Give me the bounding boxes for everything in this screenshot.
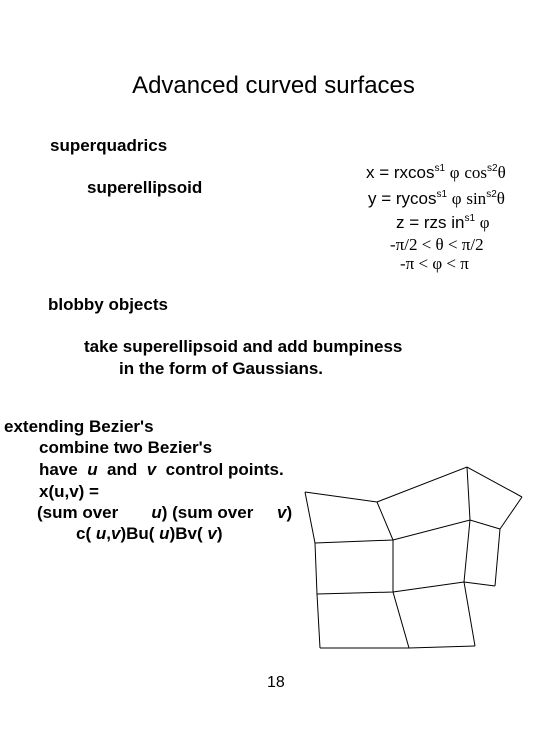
equation-y-lhs: y = rycos (368, 189, 437, 208)
bezier-line-3: x(u,v) = (39, 482, 99, 501)
bezier-line-1: combine two Bezier's (39, 438, 213, 457)
close-paren: ) (286, 503, 293, 522)
var-u: u (87, 460, 98, 479)
var-v: v (207, 524, 217, 543)
theta-range: -π/2 < θ < π/2 (390, 235, 484, 254)
sin-function: sin (466, 189, 487, 208)
text-have: have (39, 460, 78, 479)
text-control-points: control points. (165, 460, 284, 479)
exponent: s2 (486, 189, 497, 200)
var-u: u (151, 503, 162, 522)
page-number: 18 (267, 674, 285, 691)
sum-over-label: (sum over (37, 503, 119, 522)
mesh-row-line (320, 646, 475, 648)
exponent: s1 (464, 213, 476, 224)
close-paren: ) (216, 524, 223, 543)
equation-x-lhs: x = rxcos (366, 163, 435, 182)
sum-over-label: ) (sum over (161, 503, 254, 522)
phi-symbol: φ (479, 213, 490, 232)
var-u: u (95, 524, 107, 543)
equation-z-lhs: z = rzs in (396, 213, 465, 232)
mesh-column-line (377, 502, 409, 648)
mesh-column-line (305, 492, 320, 648)
c-open: c( (76, 524, 92, 543)
bv-label: )Bv( (169, 524, 203, 543)
bu-label: )Bu( (120, 524, 155, 543)
mesh-column-line (464, 467, 475, 646)
var-v: v (276, 503, 287, 522)
var-v: v (110, 524, 121, 543)
bezier-heading: extending Bezier's (4, 417, 154, 436)
blobby-line-2: in the form of Gaussians. (119, 359, 324, 378)
slide-title: Advanced curved surfaces (132, 72, 415, 99)
superellipsoid-label: superellipsoid (87, 178, 203, 197)
phi-range: -π < φ < π (400, 254, 469, 273)
exponent: s1 (436, 189, 448, 200)
var-v: v (146, 460, 157, 479)
mesh-row-line (317, 582, 495, 594)
comma: , (106, 524, 111, 543)
theta-symbol: θ (497, 163, 506, 182)
exponent: s2 (487, 163, 498, 174)
var-u: u (159, 524, 170, 543)
phi-symbol: φ (449, 163, 460, 182)
theta-symbol: θ (496, 189, 505, 208)
exponent: s1 (434, 163, 446, 174)
cos-function: cos (464, 163, 488, 182)
mesh-row-line (305, 467, 522, 502)
superquadrics-heading: superquadrics (50, 136, 168, 155)
mesh-column-line (495, 497, 522, 586)
phi-symbol: φ (451, 189, 462, 208)
blobby-line-1: take superellipsoid and add bumpiness (84, 337, 403, 356)
text-and: and (107, 460, 138, 479)
blobby-heading: blobby objects (48, 295, 168, 314)
mesh-row-line (315, 520, 500, 543)
